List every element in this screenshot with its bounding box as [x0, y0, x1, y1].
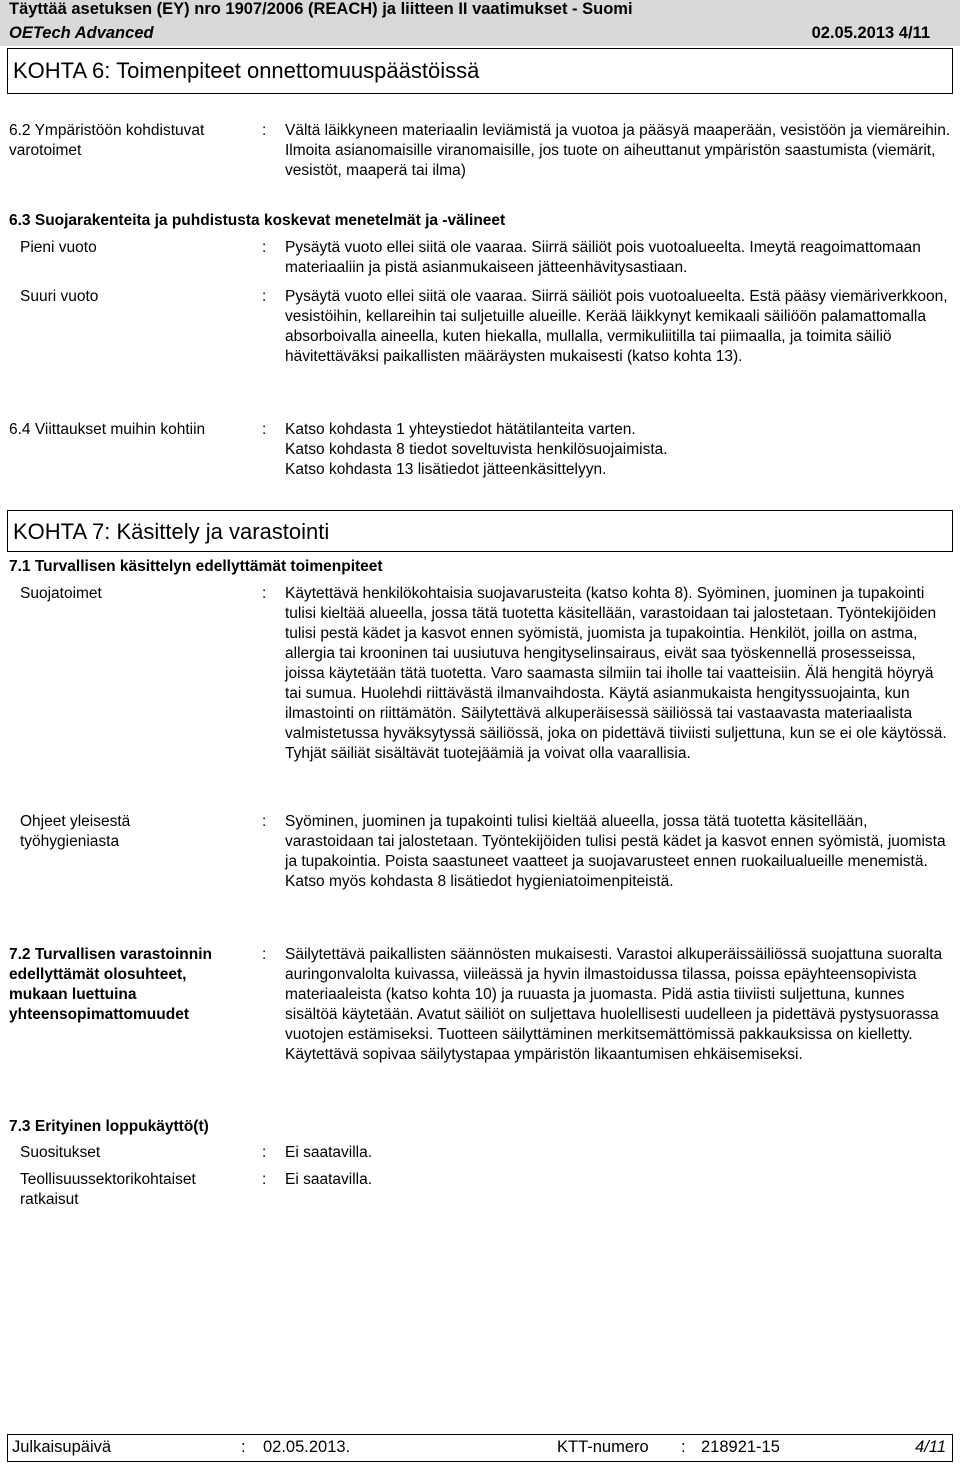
publication-date-label: Julkaisupäivä	[12, 1438, 112, 1456]
s73-heading: 7.3 Erityinen loppukäyttö(t)	[9, 1118, 209, 1135]
section-6-title: KOHTA 6: Toimenpiteet onnettomuuspäästöissä	[13, 58, 480, 83]
s72-value: Säilytettävä paikallisten säännösten mukaisesti. Varastoi alkuperäissäiliössä suojattuna suoralta auringonvalolta kuivassa, viileässä ja hyvin ilmastoidussa tilassa, poissa epäyhteensopivista materiaaleista (katso kohta 10) ja ruuasta ja juomasta. Pidä astia tiiviisti suljettuna, kunnes sisältöä käytetään. Avatut säiliöt on suljettava huolellisesti uudelleen ja pidettävä pystysuorassa vuotojen estämiseksi. Tuotteen säilyttäminen merkitsemättömissä pakkauksissa on kielletty. Käytettävä sopivaa säilytystapaa ympäristön likaantumisen ehkäisemiseksi.	[285, 946, 943, 1063]
large-spill-colon: :	[262, 288, 267, 305]
industry-solutions-colon: :	[262, 1171, 267, 1188]
document-title: Täyttää asetuksen (EY) nro 1907/2006 (REACH) ja liitteen II vaatimukset - Suomi	[9, 0, 633, 18]
large-spill-value: Pysäytä vuoto ellei siitä ole vaaraa. Siirrä säiliöt pois vuotoalueelta. Estä pääsy viemäriverkkoon, vesistöihin, kellareihin tai suljetuille alueille. Kerää läikkynyt kemikaali säiliöön palamattomalla absorboivalla aineella, kuten hiekalla, mullalla, vermikuliitilla tai piimaalla, ja toimita säiliö hävitettäväksi paikallisten määräysten mukaisesti (katso kohta 13).	[285, 288, 948, 365]
s64-colon: :	[262, 421, 267, 438]
s63-heading: 6.3 Suojarakenteita ja puhdistusta koskevat menetelmät ja -välineet	[9, 212, 506, 229]
s64-label: 6.4 Viittaukset muihin kohtiin	[9, 421, 206, 438]
hygiene-colon: :	[262, 813, 267, 830]
protective-measures-value: Käytettävä henkilökohtaisia suojavarusteita (katso kohta 8). Syöminen, juominen ja tupakointi tulisi kieltää alueella, jossa tätä tuotetta käsitellään, varastoidaan tai jalostetaan. Työntekijöiden tulisi pestä kädet ja kasvot ennen syömistä, juomista ja tupakointia. Henkilöt, joilla on astma, allergia tai krooninen tai uusiutuva hengityselinsairaus, eivät saa työskennellä prosesseissa, joissa käytetään tätä tuotetta. Varo saamasta silmiin tai iholle tai vaatteisiin. Älä hengitä höyryä tai sumua. Huolehdi riittävästä ilmanvaihdosta. Käytä asianmukaista hengityssuojainta, kun ilmastointi on riittämätön. Säilytettävä alkuperäisessä säiliössä tai vastaavasta materiaalista valmistetussa hyväksytyssä säiliössä, joka on pidettävä tiiviisti suljettuna, kun se ei ole käytössä. Tyhjät säiliät sisältävät tuotejäämiä ja voivat olla vaarallisia.	[285, 585, 947, 762]
sds-number-colon: :	[681, 1438, 686, 1456]
section-7-header	[7, 510, 953, 552]
sds-number-label: KTT-numero	[557, 1438, 649, 1456]
publication-date-value: 02.05.2013.	[263, 1438, 351, 1456]
s64-line-3: Katso kohdasta 13 lisätiedot jätteenkäsittelyyn.	[285, 461, 607, 478]
s62-value: Vältä läikkyneen materiaalin leviämistä ja vuotoa ja pääsyä maaperään, vesistöön ja viemäreihin. Ilmoita asianomaisille viranomaisille, jos tuote on aiheuttanut ympäristön saastumista (viemärit, vesistöt, maaperä tai ilma)	[285, 122, 951, 179]
s71-heading: 7.1 Turvallisen käsittelyn edellyttämät toimenpiteet	[9, 558, 383, 575]
protective-measures-colon: :	[262, 585, 267, 602]
protective-measures-label: Suojatoimet	[20, 585, 102, 602]
large-spill-label: Suuri vuoto	[20, 288, 99, 305]
industry-solutions-value: Ei saatavilla.	[285, 1171, 373, 1188]
sds-number-value: 218921-15	[701, 1438, 780, 1456]
recommendations-colon: :	[262, 1144, 267, 1161]
small-spill-colon: :	[262, 239, 267, 256]
s62-label: 6.2 Ympäristöön kohdistuvat varotoimet	[9, 122, 205, 159]
hygiene-label: Ohjeet yleisestä työhygieniasta	[20, 813, 131, 850]
small-spill-value: Pysäytä vuoto ellei siitä ole vaaraa. Siirrä säiliöt pois vuotoalueelta. Imeytä reagoimattomaan materiaaliin ja pistä asianmukaiseen jätteenhävitysastiaan.	[285, 239, 921, 276]
s62-colon: :	[262, 122, 267, 139]
s72-colon: :	[262, 946, 267, 963]
document-footer	[7, 1434, 953, 1462]
small-spill-label: Pieni vuoto	[20, 239, 97, 256]
product-name: OETech Advanced	[9, 24, 154, 42]
publication-date-colon: :	[241, 1438, 246, 1456]
hygiene-value: Syöminen, juominen ja tupakointi tulisi kieltää alueella, jossa tätä tuotetta käsitellään, varastoidaan tai jalostetaan. Työntekijöiden tulisi pestä kädet ja kasvot ennen syömistä, juomista ja tupakointia. Poista saastuneet vaatteet ja suojavarusteet ennen ruokailualueille menemistä. Katso myös kohdasta 8 lisätiedot hygieniatoimenpiteistä.	[285, 813, 946, 890]
document-header	[0, 0, 960, 46]
s64-line-2: Katso kohdasta 8 tiedot soveltuvista henkilösuojaimista.	[285, 441, 668, 458]
recommendations-label: Suositukset	[20, 1144, 101, 1161]
header-date-page: 02.05.2013 4/11	[811, 24, 930, 42]
footer-page-number: 4/11	[915, 1438, 946, 1456]
industry-solutions-label: Teollisuussektorikohtaiset ratkaisut	[20, 1171, 196, 1208]
section-7-title: KOHTA 7: Käsittely ja varastointi	[13, 519, 330, 544]
section-6-header	[7, 48, 953, 94]
s72-label: 7.2 Turvallisen varastoinnin edellyttämät olosuhteet, mukaan luettuina yhteensopimattomuudet	[9, 946, 213, 1023]
recommendations-value: Ei saatavilla.	[285, 1144, 373, 1161]
s64-line-1: Katso kohdasta 1 yhteystiedot hätätilanteita varten.	[285, 421, 636, 438]
